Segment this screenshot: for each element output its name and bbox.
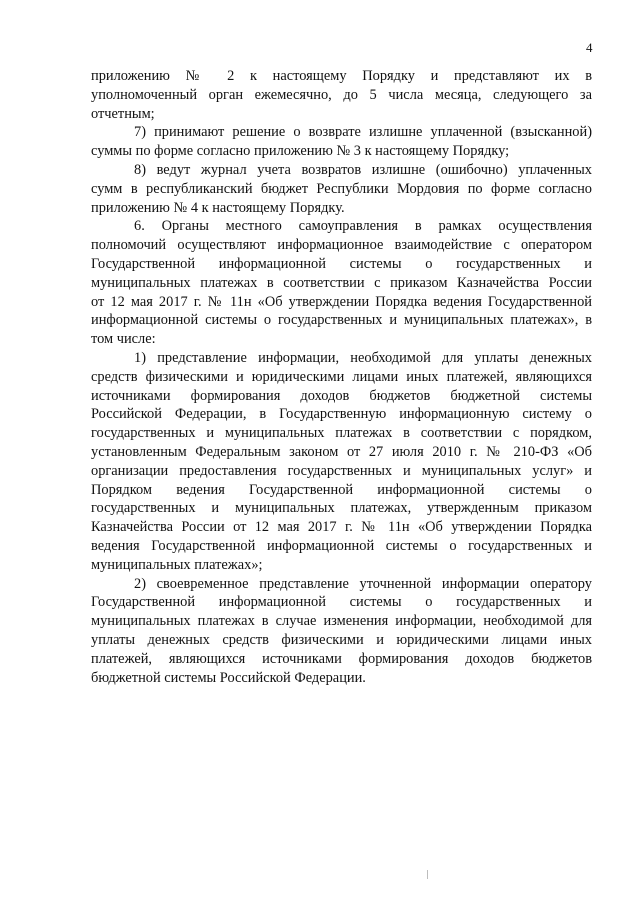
- text-line: ведения Государственной информационной системы о государственных и: [91, 537, 592, 554]
- text-line: источниками формирования доходов бюджетов бюджетной системы: [91, 387, 592, 404]
- text-line: том числе:: [91, 331, 156, 348]
- text-line: информационной системы о государственных и муниципальных платежах», в: [91, 312, 592, 329]
- text-line: государственных и муниципальных платежах в соответствии с порядком,: [91, 425, 592, 442]
- text-line: отчетным;: [91, 105, 155, 122]
- text-line: 1) представление информации, необходимой для уплаты денежных: [134, 349, 592, 366]
- text-line: Порядком ведения Государственной информационной системы о: [91, 481, 592, 498]
- text-line: уполномоченный орган ежемесячно, до 5 числа месяца, следующего за: [91, 86, 592, 103]
- text-line: суммы по форме согласно приложению № 3 к настоящему Порядку;: [91, 143, 510, 160]
- text-line: приложению № 4 к настоящему Порядку.: [91, 199, 345, 216]
- text-line: полномочий осуществляют информационное взаимодействие с оператором: [91, 237, 592, 254]
- text-line: 2) своевременное представление уточненной информации оператору: [134, 575, 592, 592]
- text-line: средств физическими и юридическими лицами иных платежей, являющихся: [91, 368, 592, 385]
- text-line: от 12 мая 2017 г. № 11н «Об утверждении Порядка ведения Государственной: [91, 293, 592, 310]
- scan-mark: [427, 870, 428, 879]
- text-line: сумм в республиканский бюджет Республики Мордовия по форме согласно: [91, 180, 592, 197]
- document-body: [91, 67, 592, 687]
- text-line: установленным Федеральным законом от 27 июля 2010 г. № 210-ФЗ «Об: [91, 443, 592, 460]
- text-line: уплаты денежных средств физическими и юридическими лицами иных: [91, 631, 592, 648]
- page-number: 4: [586, 40, 593, 55]
- text-line: государственных и муниципальных платежах, утвержденным приказом: [91, 500, 592, 517]
- text-line: муниципальных платежах в соответствии с приказом Казначейства России: [91, 274, 592, 291]
- text-line: 6. Органы местного самоуправления в рамках осуществления: [134, 218, 592, 235]
- text-line: Российской Федерации, в Государственную информационную систему о: [91, 406, 592, 423]
- text-line: приложению № 2 к настоящему Порядку и представляют их в: [91, 68, 592, 84]
- text-line: муниципальных платежах»;: [91, 556, 263, 573]
- text-line: Государственной информационной системы о государственных и: [91, 255, 592, 272]
- text-line: бюджетной системы Российской Федерации.: [91, 669, 366, 686]
- text-line: 7) принимают решение о возврате излишне уплаченной (взысканной): [134, 124, 592, 141]
- text-line: Казначейства России от 12 мая 2017 г. № 11н «Об утверждении Порядка: [91, 519, 592, 536]
- text-line: Государственной информационной системы о государственных и: [91, 594, 592, 611]
- text-line: организации предоставления государственных и муниципальных услуг» и: [91, 462, 592, 479]
- text-line: муниципальных платежах в случае изменения информации, необходимой для: [91, 613, 592, 630]
- text-line: платежей, являющихся источниками формирования доходов бюджетов: [91, 650, 592, 667]
- text-line: 8) ведут журнал учета возвратов излишне (ошибочно) уплаченных: [134, 161, 592, 178]
